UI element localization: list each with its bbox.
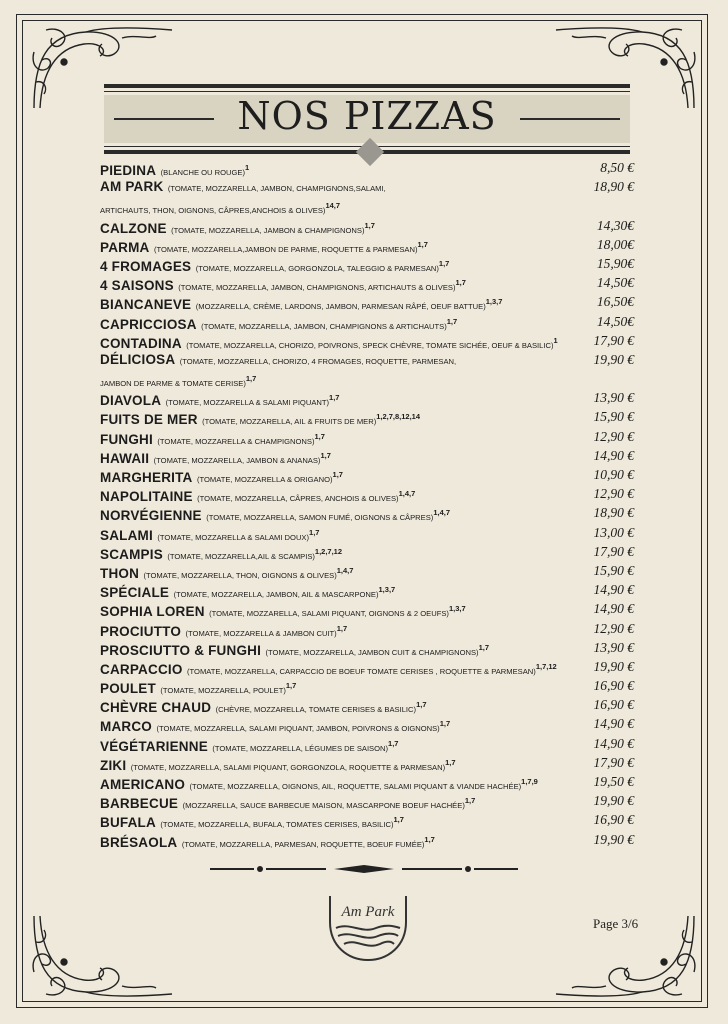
- menu-item-line: [100, 407, 556, 426]
- pizza-description: (TOMATE, MOZZARELLA, THON, OIGNONS & OLIVES): [143, 570, 337, 580]
- allergen-codes: 1,7: [464, 796, 476, 806]
- allergen-codes: 1,3,7: [448, 604, 466, 614]
- menu-item: [100, 772, 636, 791]
- allergen-codes: 1,7: [285, 681, 297, 691]
- allergen-codes: 1,7: [446, 316, 458, 326]
- pizza-name: CALZONE: [100, 220, 167, 236]
- pizza-price: 19,90 €: [593, 793, 634, 809]
- pizza-name: CAPRICCIOSA: [100, 316, 197, 332]
- allergen-codes: 1,7,12: [535, 661, 557, 671]
- pizza-price: 13,00 €: [593, 524, 634, 540]
- allergen-codes: 1,7: [245, 374, 257, 384]
- pizza-price: 14,50€: [596, 275, 634, 291]
- pizza-description: (MOZZARELLA, SAUCE BARBECUE MAISON, MASCARPONE BOEUF HACHÉE): [182, 801, 465, 811]
- allergen-codes: 1,7: [364, 220, 375, 230]
- allergen-codes: 1,7: [329, 393, 340, 403]
- menu-item-line: [100, 484, 556, 503]
- menu-item-line: [100, 427, 556, 446]
- am-park-logo: [326, 882, 410, 962]
- allergen-codes: 1,7: [314, 431, 325, 441]
- menu-item-line: [100, 254, 556, 273]
- pizza-name: MARCO: [100, 719, 152, 735]
- footer-divider-ornament-icon: [210, 861, 518, 871]
- menu-item-line: [100, 312, 556, 331]
- menu-item: [100, 388, 636, 407]
- menu-item: [100, 695, 636, 714]
- pizza-name: PARMA: [100, 239, 150, 255]
- menu-item: [100, 235, 636, 254]
- menu-item: [100, 714, 636, 733]
- allergen-codes: 1,7: [478, 642, 490, 652]
- pizza-name: FUITS DE MER: [100, 412, 198, 428]
- pizza-description: (TOMATE, MOZZARELLA, CÂPRES, ANCHOIS & OLIVES): [197, 494, 399, 504]
- menu-item-line: [100, 619, 556, 638]
- menu-item: [100, 734, 636, 753]
- menu-item: [100, 791, 636, 810]
- pizza-price: 16,90 €: [593, 678, 634, 694]
- allergen-codes: 1,7: [424, 834, 435, 844]
- menu-item-line: [100, 542, 556, 561]
- menu-item: [100, 427, 636, 446]
- pizza-description: (MOZZARELLA, CRÈME, LARDONS, JAMBON, PARMESAN RÂPÉ, OEUF BATTUE): [195, 302, 486, 312]
- pizza-description: (TOMATE, MOZZARELLA, CHORIZO, POIVRONS, SPECK CHÈVRE, TOMATE SICHÉE, OEUF & BASILIC): [186, 340, 554, 350]
- allergen-codes: 1,7: [417, 239, 428, 249]
- pizza-name: BARBECUE: [100, 796, 179, 812]
- pizza-price: 19,50 €: [593, 774, 634, 789]
- pizza-name: SOPHIA LOREN: [100, 604, 205, 620]
- pizza-price: 15,90 €: [593, 562, 634, 578]
- pizza-description: ARTICHAUTS, THON, OIGNONS, CÂPRES,ANCHOIS & OLIVES): [100, 206, 326, 216]
- menu-item: [100, 158, 636, 177]
- pizza-description: (TOMATE, MOZZARELLA & ORIGANO): [196, 475, 333, 484]
- pizza-description: (TOMATE, MOZZARELLA, JAMBON, CHAMPIGNONS,SALAMI,: [167, 184, 386, 194]
- pizza-price: 12,90 €: [593, 428, 634, 444]
- menu-item: [100, 446, 636, 465]
- menu-item: [100, 331, 636, 350]
- pizza-description: (TOMATE, MOZZARELLA, CARPACCIO DE BOEUF TOMATE CERISES , ROQUETTE & PARMESAN): [187, 666, 536, 676]
- pizza-name: CARPACCIO: [100, 661, 183, 677]
- pizza-name: 4 SAISONS: [100, 278, 174, 294]
- pizza-price: 19,90 €: [593, 351, 634, 367]
- menu-item-line: [100, 216, 556, 235]
- menu-item-line: [100, 292, 556, 311]
- pizza-name: FUNGHI: [100, 431, 153, 447]
- menu-item-line: [100, 791, 556, 810]
- menu-item: [100, 830, 636, 849]
- menu-item-line: [100, 638, 556, 657]
- pizza-name: VÉGÉTARIENNE: [100, 738, 208, 754]
- pizza-description: (TOMATE, MOZZARELLA, JAMBON & ANANAS): [153, 455, 321, 465]
- pizza-description: (CHÈVRE, MOZZARELLA, TOMATE CERISES & BASILIC): [215, 705, 417, 715]
- pizza-description: (TOMATE, MOZZARELLA, JAMBON & CHAMPIGNONS): [171, 225, 365, 235]
- menu-item-line: [100, 503, 556, 522]
- menu-item: [100, 503, 636, 522]
- corner-ornament-icon: [26, 912, 176, 1002]
- banner-rule: [104, 84, 630, 88]
- pizza-description: (TOMATE, MOZZARELLA, SALAMI PIQUANT, JAMBON, POIVRONS & OIGNONS): [156, 724, 440, 734]
- pizza-description: (TOMATE, MOZZARELLA, SALAMI PIQUANT, OIGNONS & 2 OEUFS): [209, 609, 449, 619]
- menu-item: [100, 810, 636, 829]
- menu-item-line: [100, 350, 556, 369]
- pizza-price: 18,00€: [596, 236, 634, 252]
- allergen-codes: 1,7: [332, 470, 343, 479]
- menu-item-line: [100, 523, 556, 542]
- menu-item-line: [100, 810, 556, 829]
- pizza-price: 18,90 €: [593, 179, 634, 195]
- pizza-description: (TOMATE, MOZZARELLA & JAMBON CUIT): [185, 628, 337, 638]
- menu-item: [100, 407, 636, 426]
- allergen-codes: 1,7,9: [521, 777, 538, 786]
- banner-rule: [104, 91, 630, 92]
- menu-item: [100, 273, 636, 292]
- pizza-name: DIAVOLA: [100, 393, 162, 409]
- pizza-name: PROCIUTTO: [100, 623, 182, 639]
- allergen-codes: 1,7: [320, 450, 331, 460]
- menu-item: [100, 619, 636, 638]
- pizza-description: (TOMATE, MOZZARELLA,AIL & SCAMPIS): [167, 551, 315, 561]
- allergen-codes: 1,4,7: [398, 489, 416, 499]
- pizza-name: NAPOLITAINE: [100, 489, 193, 505]
- pizza-description: (TOMATE, MOZZARELLA, POULET): [160, 686, 286, 696]
- menu-item-line: [100, 657, 556, 676]
- pizza-price: 16,90 €: [593, 697, 634, 713]
- menu-item-line: [100, 465, 556, 484]
- pizza-name: BRÉSAOLA: [100, 834, 178, 850]
- pizza-description: (TOMATE, MOZZARELLA, JAMBON CUIT & CHAMPIGNONS): [265, 647, 479, 657]
- menu-item-line: [100, 580, 556, 599]
- pizza-description: (TOMATE, MOZZARELLA, AIL & FRUITS DE MER): [202, 417, 377, 427]
- pizza-description: (TOMATE, MOZZARELLA, BUFALA, TOMATES CERISES, BASILIC): [160, 820, 394, 830]
- allergen-codes: 14,7: [325, 201, 341, 211]
- pizza-price: 12,90 €: [593, 620, 634, 636]
- menu-item-line: [100, 177, 556, 196]
- menu-item: [100, 580, 636, 599]
- menu-item: [100, 465, 636, 484]
- menu-item: [100, 657, 636, 676]
- pizza-price: 17,90 €: [593, 754, 634, 770]
- menu-item-line: [100, 676, 556, 695]
- pizza-price: 12,90 €: [593, 486, 634, 502]
- allergen-codes: 1,7: [455, 278, 466, 288]
- pizza-price: 15,90€: [596, 255, 634, 271]
- menu-item-line: [100, 235, 556, 254]
- menu-item: [100, 638, 636, 657]
- pizza-menu-list: [100, 158, 636, 849]
- pizza-description: (TOMATE, MOZZARELLA,JAMBON DE PARME, ROQUETTE & PARMESAN): [153, 244, 418, 254]
- allergen-codes: 1,2,7,12: [314, 546, 343, 556]
- allergen-codes: 1,4,7: [336, 565, 354, 575]
- pizza-name: CONTADINA: [100, 335, 182, 351]
- pizza-price: 14,90 €: [593, 735, 634, 751]
- pizza-name: SCAMPIS: [100, 546, 163, 562]
- pizza-price: 14,90 €: [593, 582, 634, 598]
- page-number: Page 3/6: [593, 916, 639, 931]
- menu-item-line: [100, 830, 556, 849]
- allergen-codes: 1: [553, 335, 558, 345]
- menu-item: [100, 350, 636, 388]
- pizza-description: (TOMATE, MOZZARELLA, OIGNONS, AIL, ROQUETTE, SALAMI PIQUANT & VIANDE HACHÉE): [189, 782, 522, 791]
- pizza-description: (TOMATE, MOZZARELLA, JAMBON, CHAMPIGNONS, ARTICHAUTS & OLIVES): [178, 283, 456, 293]
- pizza-name: THON: [100, 565, 140, 581]
- pizza-description: (TOMATE, MOZZARELLA, PARMESAN, ROQUETTE, BOEUF FUMÉE): [181, 839, 425, 849]
- allergen-codes: 1,7: [309, 527, 320, 537]
- pizza-name: BUFALA: [100, 815, 156, 831]
- pizza-name: MARGHERITA: [100, 470, 193, 485]
- pizza-description: (BLANCHE OU ROUGE): [160, 168, 246, 177]
- pizza-name: AM PARK: [100, 179, 164, 195]
- pizza-price: 10,90 €: [593, 467, 634, 482]
- menu-item: [100, 561, 636, 580]
- allergen-codes: 1,7: [393, 815, 404, 825]
- pizza-description: (TOMATE, MOZZARELLA, GORGONZOLA, TALEGGIO & PARMESAN): [195, 263, 439, 273]
- pizza-price: 18,90 €: [593, 505, 634, 521]
- pizza-description: JAMBON DE PARME & TOMATE CERISE): [100, 379, 246, 389]
- allergen-codes: 1,2,7,8,12,14: [376, 412, 421, 422]
- allergen-codes: 1,7: [388, 738, 399, 748]
- menu-item-line: [100, 369, 556, 388]
- pizza-name: CHÈVRE CHAUD: [100, 700, 212, 716]
- menu-item-line: [100, 772, 556, 791]
- allergen-codes: 1,4,7: [433, 508, 451, 518]
- pizza-name: SPÉCIALE: [100, 585, 170, 601]
- pizza-price: 8,50 €: [600, 160, 634, 175]
- pizza-price: 14,90 €: [593, 716, 634, 732]
- pizza-price: 13,90 €: [593, 390, 634, 406]
- pizza-name: SALAMI: [100, 527, 153, 543]
- menu-item: [100, 676, 636, 695]
- menu-item-line: [100, 561, 556, 580]
- pizza-description: (TOMATE, MOZZARELLA & CHAMPIGNONS): [157, 436, 315, 446]
- menu-item-line: [100, 753, 556, 772]
- pizza-name: 4 FROMAGES: [100, 258, 192, 274]
- pizza-description: (TOMATE, MOZZARELLA, SAMON FUMÉ, OIGNONS & CÂPRES): [206, 513, 434, 523]
- menu-item: [100, 254, 636, 273]
- pizza-price: 15,90 €: [593, 409, 634, 425]
- menu-item: [100, 599, 636, 618]
- pizza-name: POULET: [100, 681, 156, 697]
- menu-item-line: [100, 158, 556, 177]
- pizza-name: PROSCIUTTO & FUNGHI: [100, 642, 262, 658]
- pizza-price: 16,90 €: [593, 812, 634, 828]
- pizza-description: (TOMATE, MOZZARELLA, LÉGUMES DE SAISON): [212, 743, 389, 753]
- allergen-codes: 1,3,7: [378, 585, 396, 595]
- pizza-price: 14,90 €: [593, 601, 634, 617]
- pizza-name: PIEDINA: [100, 163, 157, 178]
- pizza-description: (TOMATE, MOZZARELLA & SALAMI PIQUANT): [165, 398, 330, 408]
- menu-item-line: [100, 196, 556, 215]
- allergen-codes: 1,7: [416, 700, 427, 710]
- allergen-codes: 1,7: [445, 757, 456, 767]
- logo-text: Am Park: [341, 904, 395, 920]
- pizza-name: NORVÉGIENNE: [100, 508, 202, 524]
- allergen-codes: 1,7: [438, 258, 450, 268]
- allergen-codes: 1: [245, 163, 250, 172]
- allergen-codes: 1,7: [336, 623, 348, 633]
- page-title: NOS PIZZAS: [237, 94, 497, 138]
- pizza-name: HAWAII: [100, 450, 150, 466]
- pizza-price: 17,90 €: [593, 332, 634, 348]
- menu-item: [100, 523, 636, 542]
- menu-item-line: [100, 331, 556, 350]
- pizza-price: 14,30€: [596, 217, 634, 233]
- pizza-price: 14,50€: [596, 313, 634, 329]
- menu-item-line: [100, 695, 556, 714]
- pizza-name: DÉLICIOSA: [100, 351, 176, 367]
- menu-item: [100, 484, 636, 503]
- menu-item-line: [100, 734, 556, 753]
- menu-item-line: [100, 446, 556, 465]
- pizza-price: 14,90 €: [593, 447, 634, 463]
- menu-item: [100, 216, 636, 235]
- menu-item-line: [100, 273, 556, 292]
- pizza-price: 13,90 €: [593, 639, 634, 655]
- allergen-codes: 1,7: [439, 719, 451, 729]
- pizza-price: 16,50€: [596, 294, 634, 310]
- allergen-codes: 1,3,7: [485, 297, 503, 307]
- menu-item-line: [100, 388, 556, 407]
- pizza-description: (TOMATE, MOZZARELLA, JAMBON, CHAMPIGNONS & ARTICHAUTS): [201, 321, 447, 331]
- pizza-description: (TOMATE, MOZZARELLA, CHORIZO, 4 FROMAGES, ROQUETTE, PARMESAN,: [179, 356, 457, 366]
- menu-item: [100, 542, 636, 561]
- pizza-name: BIANCANEVE: [100, 297, 192, 313]
- menu-item: [100, 292, 636, 311]
- menu-item-line: [100, 599, 556, 618]
- pizza-name: AMERICANO: [100, 777, 186, 792]
- pizza-description: (TOMATE, MOZZARELLA, SALAMI PIQUANT, GORGONZOLA, ROQUETTE & PARMESAN): [130, 762, 446, 772]
- menu-item-line: [100, 714, 556, 733]
- pizza-price: 19,90 €: [593, 658, 634, 674]
- pizza-description: (TOMATE, MOZZARELLA, JAMBON, AIL & MASCARPONE): [173, 590, 379, 600]
- pizza-description: (TOMATE, MOZZARELLA & SALAMI DOUX): [157, 532, 310, 542]
- pizza-price: 17,90 €: [593, 543, 634, 559]
- menu-item: [100, 312, 636, 331]
- menu-item: [100, 177, 636, 215]
- pizza-price: 19,90 €: [593, 831, 634, 847]
- pizza-name: ZIKI: [100, 757, 127, 773]
- menu-item: [100, 753, 636, 772]
